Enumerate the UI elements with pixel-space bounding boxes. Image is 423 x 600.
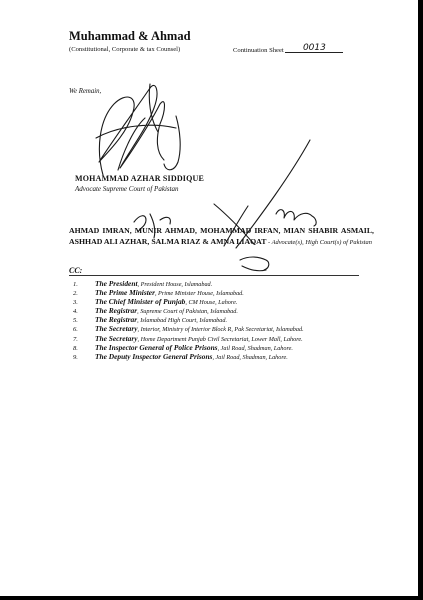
cc-item-recipient: The Registrar bbox=[95, 306, 138, 316]
cc-item-number: 5. bbox=[73, 317, 78, 325]
cc-item-recipient: The Secretary bbox=[95, 324, 138, 334]
cc-item bbox=[73, 343, 304, 352]
cc-item-number: 9. bbox=[73, 353, 78, 361]
cc-item bbox=[73, 297, 304, 306]
co-counsel-names: AHMAD IMRAN, MUNIR AHMAD, MOHAMMAD IRFAN, MIAN SHABIR ASMAIL, ASHHAD ALI AZHAR, SALMA RIAZ & AMNA LIAQAT bbox=[69, 226, 374, 246]
cc-item-address: , Jail Road, Shadman, Lahore. bbox=[217, 344, 293, 352]
cc-item-number: 7. bbox=[73, 335, 78, 343]
cc-item-number: 1. bbox=[73, 281, 78, 288]
cc-item bbox=[73, 334, 304, 343]
cc-item-address: , Prime Minister House, Islamabad. bbox=[154, 290, 244, 298]
cc-item-address: , President House, Islamabad. bbox=[137, 281, 213, 288]
cc-item bbox=[73, 352, 304, 361]
firm-subtitle: (Constitutional, Corporate & tax Counsel) bbox=[69, 46, 181, 53]
co-counsel-affiliation: - Advocate(s), High Court(s) of Pakistan bbox=[266, 239, 372, 246]
co-counsel-signature-3 bbox=[276, 210, 316, 226]
cc-item-recipient: The Inspector General of Police Prisons bbox=[95, 342, 218, 352]
principal-signature-flourish bbox=[149, 84, 180, 170]
principal-signature bbox=[96, 85, 176, 175]
cc-item bbox=[73, 306, 304, 315]
cc-item bbox=[73, 288, 304, 297]
cc-item-recipient: The Secretary bbox=[95, 333, 138, 343]
cc-heading: CC: bbox=[69, 266, 83, 275]
cc-item-number: 3. bbox=[73, 299, 78, 307]
co-counsel-block bbox=[69, 225, 374, 248]
cc-item-recipient: The Registrar bbox=[95, 315, 138, 325]
firm-name: Muhammad & Ahmad bbox=[69, 29, 191, 43]
continuation-sheet bbox=[233, 43, 343, 55]
signatory-name: MOHAMMAD AZHAR SIDDIQUE bbox=[75, 174, 205, 183]
cc-item-number: 6. bbox=[73, 326, 78, 334]
cc-item-address: , Jail Road, Shadman, Lahore. bbox=[212, 353, 288, 361]
cc-divider bbox=[69, 275, 359, 276]
cc-item-address: , Islamabad High Court, Islamabad. bbox=[137, 317, 227, 325]
cc-item-number: 4. bbox=[73, 308, 78, 316]
cc-item-number: 8. bbox=[73, 344, 78, 352]
cc-item-recipient: The Deputy Inspector General Prisons bbox=[95, 351, 213, 361]
cc-item-number: 2. bbox=[73, 290, 78, 298]
cc-item-address: , CM House, Lahore. bbox=[185, 299, 238, 307]
cc-item-address: , Interior, Ministry of Interior Block R, Pak Secretariat, Islamabad. bbox=[137, 326, 304, 334]
cc-item-recipient: The Chief Minister of Punjab bbox=[95, 297, 186, 307]
cc-item-address: , Home Department Punjab Civil Secretariat, Lower Mall, Lahore. bbox=[137, 335, 303, 343]
cc-item bbox=[73, 324, 304, 333]
continuation-label: Continuation Sheet bbox=[233, 47, 284, 54]
co-counsel-signature-4 bbox=[240, 257, 269, 271]
cc-item bbox=[73, 279, 304, 288]
cc-list bbox=[73, 279, 304, 361]
closing-remain: We Remain, bbox=[69, 88, 102, 95]
signatory-title: Advocate Supreme Court of Pakistan bbox=[75, 185, 179, 193]
cc-item-recipient: The President bbox=[95, 279, 138, 288]
continuation-number: 0013 bbox=[285, 44, 343, 53]
cc-item-address: , Supreme Court of Pakistan, Islamabad. bbox=[137, 308, 238, 316]
cc-item bbox=[73, 315, 304, 324]
cc-item-recipient: The Prime Minister bbox=[95, 288, 155, 298]
